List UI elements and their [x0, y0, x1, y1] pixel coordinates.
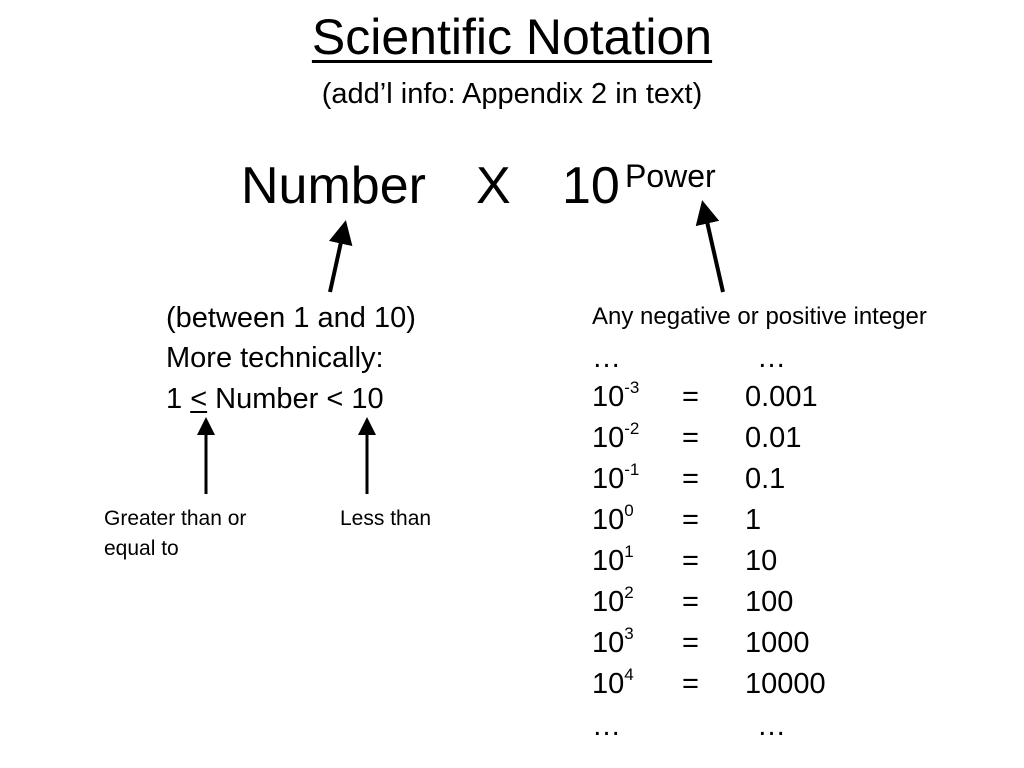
power-constraint-text: Any negative or positive integer [592, 303, 927, 330]
ellipsis: … [592, 710, 621, 742]
power-value: 10 [745, 545, 778, 577]
formula-power: Power [625, 158, 716, 194]
table-row [592, 542, 1012, 581]
power-value: 0.1 [745, 463, 786, 495]
equals-sign: = [682, 463, 699, 495]
power-value: 100 [745, 586, 794, 618]
number-arrow-icon [330, 224, 345, 292]
equals-sign: = [682, 627, 699, 659]
ellipsis: … [757, 342, 786, 374]
power-expression: $10^{-2}$ [592, 419, 640, 454]
slide-title: Scientific Notation [311, 9, 713, 65]
ellipsis: … [757, 710, 786, 742]
power-expression: $10^4$ [592, 665, 634, 700]
formula-base: 10 [562, 157, 620, 215]
number-inequality [166, 385, 384, 414]
power-value: 0.001 [745, 381, 818, 413]
power-expression: $10^1$ [592, 542, 634, 577]
formula-number: Number [241, 157, 426, 215]
equals-sign: = [682, 504, 699, 536]
greater-than-or-equal-label: Greater than or equal to [104, 507, 247, 560]
technically-text: More technically: [166, 342, 384, 374]
power-value: 0.01 [745, 422, 802, 454]
power-value: 1 [745, 504, 762, 536]
table-row [592, 624, 1012, 663]
table-row [592, 460, 1012, 499]
power-arrow-icon [703, 204, 723, 292]
formula-times: X [476, 157, 511, 215]
greater-equal-symbol: < [190, 383, 208, 415]
power-expression: $10^{-3}$ [592, 378, 640, 413]
table-row [592, 419, 1012, 458]
equals-sign: = [682, 668, 699, 700]
equals-sign: = [682, 586, 699, 618]
less-than-label: Less than [340, 507, 432, 530]
inequality-end: Number < 10 [207, 383, 384, 415]
equals-sign: = [682, 545, 699, 577]
ellipsis: … [592, 342, 621, 374]
table-row [592, 501, 1012, 540]
power-value: 10000 [745, 668, 826, 700]
table-row [592, 378, 1012, 417]
table-row [592, 665, 1012, 704]
inequality-start: 1 [166, 383, 191, 415]
power-value: 1000 [745, 627, 810, 659]
table-row [592, 583, 1012, 622]
equals-sign: = [682, 422, 699, 454]
slide-subtitle: (add’l info: Appendix 2 in text) [321, 78, 703, 110]
power-expression: $10^{-1}$ [592, 460, 640, 495]
number-range-text: (between 1 and 10) [166, 302, 416, 334]
equals-sign: = [682, 381, 699, 413]
power-expression: $10^2$ [592, 583, 634, 618]
power-expression: $10^3$ [592, 624, 634, 659]
power-expression: $10^0$ [592, 501, 634, 536]
